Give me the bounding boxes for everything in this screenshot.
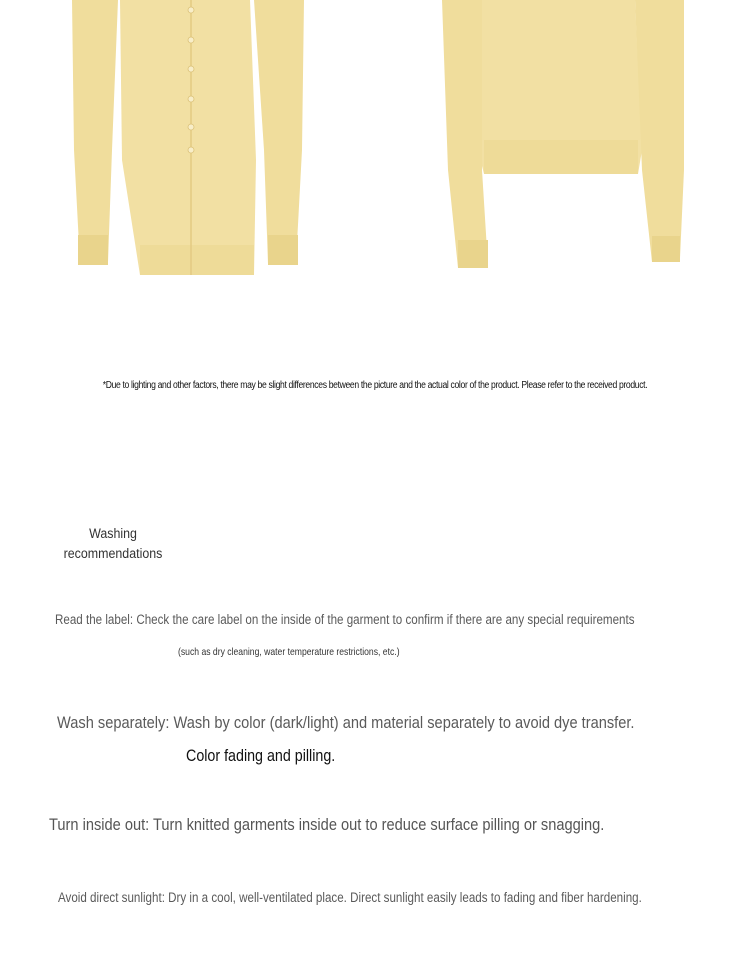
color-disclaimer: *Due to lighting and other factors, there may be slight differences between the picture and the actual color of the product. Please refer to the received product.	[102, 380, 648, 391]
washing-heading	[53, 524, 173, 564]
cardigan-left-sleeve	[72, 0, 118, 265]
cardigan-front-image	[60, 0, 320, 275]
tip-wash-separately: Wash separately: Wash by color (dark/light) and material separately to avoid dye transfer.	[57, 713, 635, 732]
cardigan-back-body	[478, 0, 642, 174]
cardigan-back-right-sleeve	[635, 0, 684, 262]
tip-read-label-note: (such as dry cleaning, water temperature restrictions, etc.)	[178, 646, 400, 658]
tip-avoid-sunlight: Avoid direct sunlight: Dry in a cool, well-ventilated place. Direct sunlight easily leads to fading and fiber hardening.	[58, 890, 642, 905]
washing-heading-line1: Washing	[89, 526, 137, 541]
washing-heading-line2: recommendations	[63, 546, 163, 561]
tip-read-label: Read the label: Check the care label on the inside of the garment to confirm if there are any special requirements	[55, 612, 635, 627]
cardigan-back-image	[430, 0, 700, 275]
tip-wash-separately-cont: Color fading and pilling.	[186, 746, 336, 765]
cardigan-right-sleeve	[254, 0, 304, 265]
tip-inside-out: Turn inside out: Turn knitted garments inside out to reduce surface pilling or snagging.	[49, 815, 605, 834]
cardigan-back-left-sleeve	[442, 0, 488, 268]
